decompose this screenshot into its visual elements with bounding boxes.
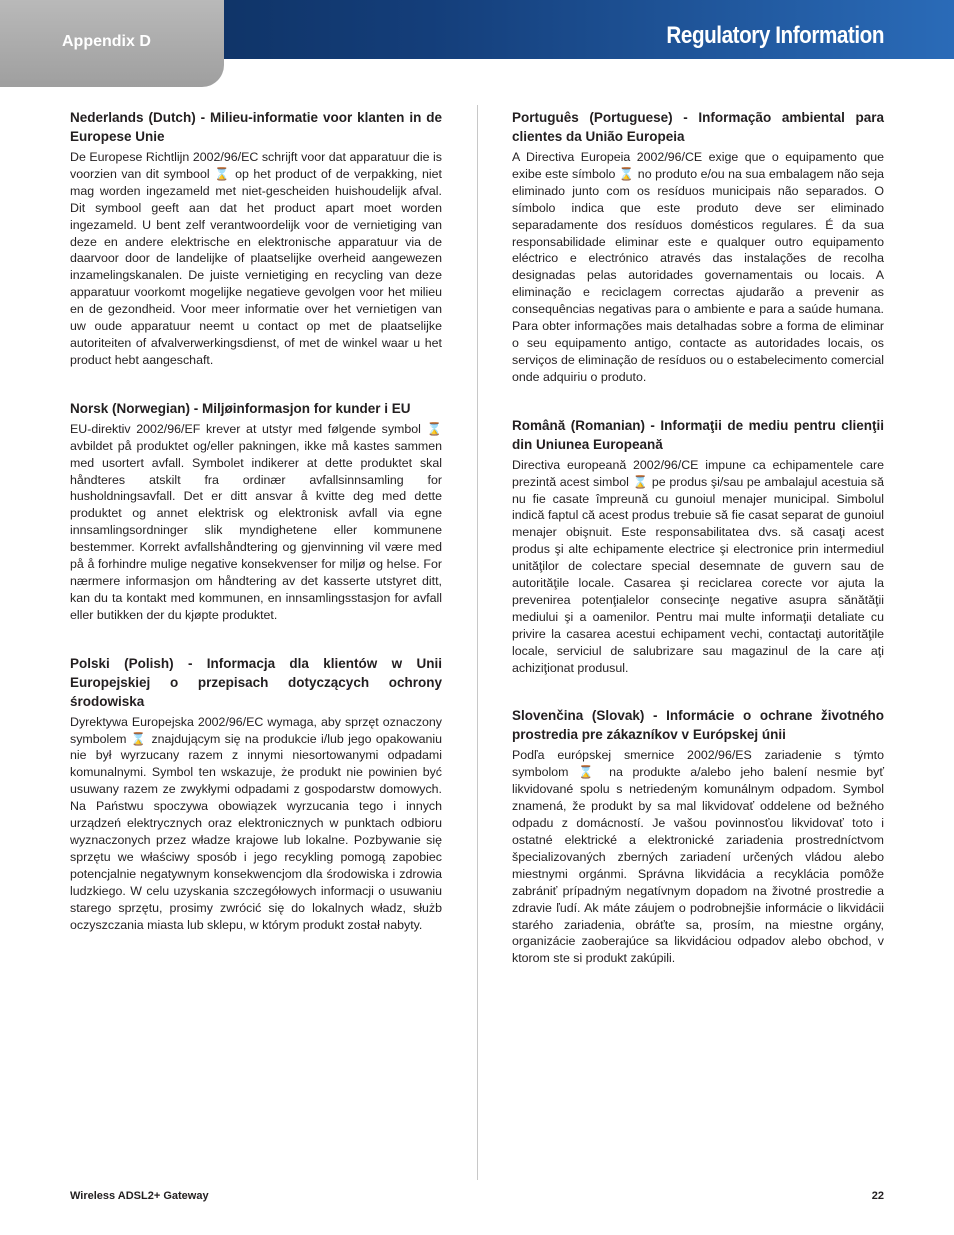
section-slovak [512, 706, 884, 967]
right-column [512, 108, 884, 997]
footer-product-name: Wireless ADSL2+ Gateway [70, 1190, 209, 1202]
section-heading: Nederlands (Dutch) - Milieu-informatie voor klanten in de Europese Unie [70, 110, 442, 144]
appendix-label: Appendix D [62, 33, 151, 50]
page-title: Regulatory Information [666, 22, 884, 49]
left-column [70, 108, 442, 963]
section-dutch [70, 108, 442, 369]
section-body: Podľa európskej smernice 2002/96/ES zariadenie s týmto symbolom ⌛ na produkte a/alebo jeho balení nesmie byť likvidované spolu s netriedeným komunálnym odpadom. Symbol znamená, že produkt by sa mal likvidovať oddelene od bežného odpadu z domácností. Je vašou povinnosťou likvidovať toto i ostatné elektrické a elektronické zariadenia prostredníctvom špecializovaných zberných zariadení určených vládou alebo miestnymi orgánmi. Správna likvidácia a recyklácia pomôže zabrániť prípadným negatívnym dopadom na životné prostredie a zdravie ľudí. Ak máte záujem o podrobnejšie informácie o likvidácii starého zariadenia, obráťte sa, prosím, na miestne orgány, organizácie zaoberajúce sa likvidáciou odpadov alebo obchod, v ktorom ste si produkt zakúpili. [512, 748, 884, 966]
section-romanian [512, 416, 884, 677]
section-norwegian [70, 399, 442, 624]
section-polish [70, 654, 442, 934]
appendix-tab [0, 0, 224, 87]
column-divider [477, 105, 478, 1180]
page-number: 22 [871, 1190, 884, 1202]
section-body: A Directiva Europeia 2002/96/CE exige que o equipamento que exibe este símbolo ⌛ no produto e/ou na sua embalagem não seja eliminado junto com os resíduos municipais não separados. O símbolo indica que este produto deve ser eliminado separadamente dos resíduos domésticos regulares. É da sua responsabilidade eliminar este e qualquer outro equipamento eléctrico e electrónico através das instalações de recolha designadas pelas autoridades governamentais ou locais. A eliminação e reciclagem correctas ajudarão a prevenir as consequências negativas para o ambiente e para a saúde humana. Para obter informações mais detalhadas sobre a forma de eliminar o seu equipamento antigo, contacte as autoridades locais, os serviços de eliminação de resíduos ou o estabelecimento comercial onde adquiriu o produto. [512, 150, 884, 384]
section-body: EU-direktiv 2002/96/EF krever at utstyr med følgende symbol ⌛ avbildet på produktet og/eller pakningen, ikke må kastes sammen med usortert avfall. Symbolet indikerer at dette produktet skal håndteres atskilt fra ordinær avfallsinnsamling for husholdningsavfall. Det er ditt ansvar å kvitte deg med dette produktet og annet elektrisk og elektronisk avfall via egne innsamlingsordninger slik myndighetene eller kommunene bestemmer. Korrekt avfallshåndtering og gjenvinning vil være med på å forhindre mulige negative konsekvenser for miljø og helse. For nærmere informasjon om håndtering av det kasserte utstyret ditt, kan du ta kontakt med kommunen, en innsamlingsstasjon for avfall eller butikken der du kjøpte produktet. [70, 421, 442, 622]
section-heading: Português (Portuguese) - Informação ambiental para clientes da União Europeia [512, 110, 884, 144]
section-body: Dyrektywa Europejska 2002/96/EC wymaga, aby sprzęt oznaczony symbolem ⌛ znajdującym się na produkcie i/lub jego opakowaniu nie był wyrzucany razem z innymi niesortowanymi odpadami komunalnymi. Symbol ten wskazuje, że produkt nie powinien być usuwany razem ze zwykłymi odpadami z gospodarstw domowych. Na Państwu spoczywa obowiązek wyrzucania tego i innych urządzeń elektrycznych oraz elektronicznych w punktach odbioru wyznaczonych przez władze krajowe lub lokalne. Pozbywanie się sprzętu we właściwy sposób i jego recykling pomogą zapobiec potencjalnie negatywnym konsekwencjom dla środowiska i zdrowia ludzkiego. W celu uzyskania szczegółowych informacji o usuwaniu starego sprzętu, prosimy zwrócić się do lokalnych władz, służb oczyszczania miasta lub sklepu, w którym produkt został nabyty. [70, 714, 442, 932]
section-heading: Norsk (Norwegian) - Miljøinformasjon for kunder i EU [70, 400, 411, 416]
section-portuguese [512, 108, 884, 386]
section-body: Directiva europeană 2002/96/CE impune ca echipamentele care prezintă acest simbol ⌛ pe produs şi/sau pe ambalajul acestuia să nu fie casate împreună cu gunoiul menajer municipal. Simbolul indică faptul că acest produs trebuie să fie casat separat de gunoiul menajer obişnuit. Este responsabilitatea dvs. să casaţi acest produs şi alte echipamente electrice şi electronice prin intermediul unităţilor de colectare special desemnate de guvern sau de autorităţile locale. Casarea şi reciclarea corecte vor ajuta la prevenirea potenţialelor consecinţe negative asupra sănătăţii mediului şi a oamenilor. Pentru mai multe informaţii detaliate cu privire la casarea acestui echipament vechi, contactaţi autorităţile locale, serviciul de salubrizare sau magazinul de la care aţi achiziţionat produsul. [512, 457, 884, 675]
section-heading: Română (Romanian) - Informaţii de mediu pentru clienţii din Uniunea Europeană [512, 417, 884, 452]
section-body: De Europese Richtlijn 2002/96/EC schrijft voor dat apparatuur die is voorzien van dit symbool ⌛ op het product of de verpakking, niet mag worden ingezameld met niet-gescheiden huishoudelijk afval. Dit symbool geeft aan dat het product apart moet worden ingezameld. U bent zelf verantwoordelijk voor de vernietiging van deze en andere elektrische en elektronische apparatuur via de daarvoor door de landelijke of plaatselijke overheid aangewezen inzamelingskanalen. De juiste vernietiging en recycling van deze apparatuur voorkomt mogelijke negatieve gevolgen voor het milieu en de gezondheid. Voor meer informatie over het vernietigen van uw oude apparatuur neemt u contact op met de plaatselijke autoriteiten of afvalverwerkingsdienst, of met de winkel waar u het product hebt aangeschaft. [70, 150, 442, 367]
section-heading: Slovenčina (Slovak) - Informácie o ochrane životného prostredia pre zákazníkov v Európskej únii [512, 708, 884, 743]
section-heading: Polski (Polish) - Informacja dla klientów w Unii Europejskiej o przepisach dotyczących ochrony środowiska [70, 655, 442, 709]
